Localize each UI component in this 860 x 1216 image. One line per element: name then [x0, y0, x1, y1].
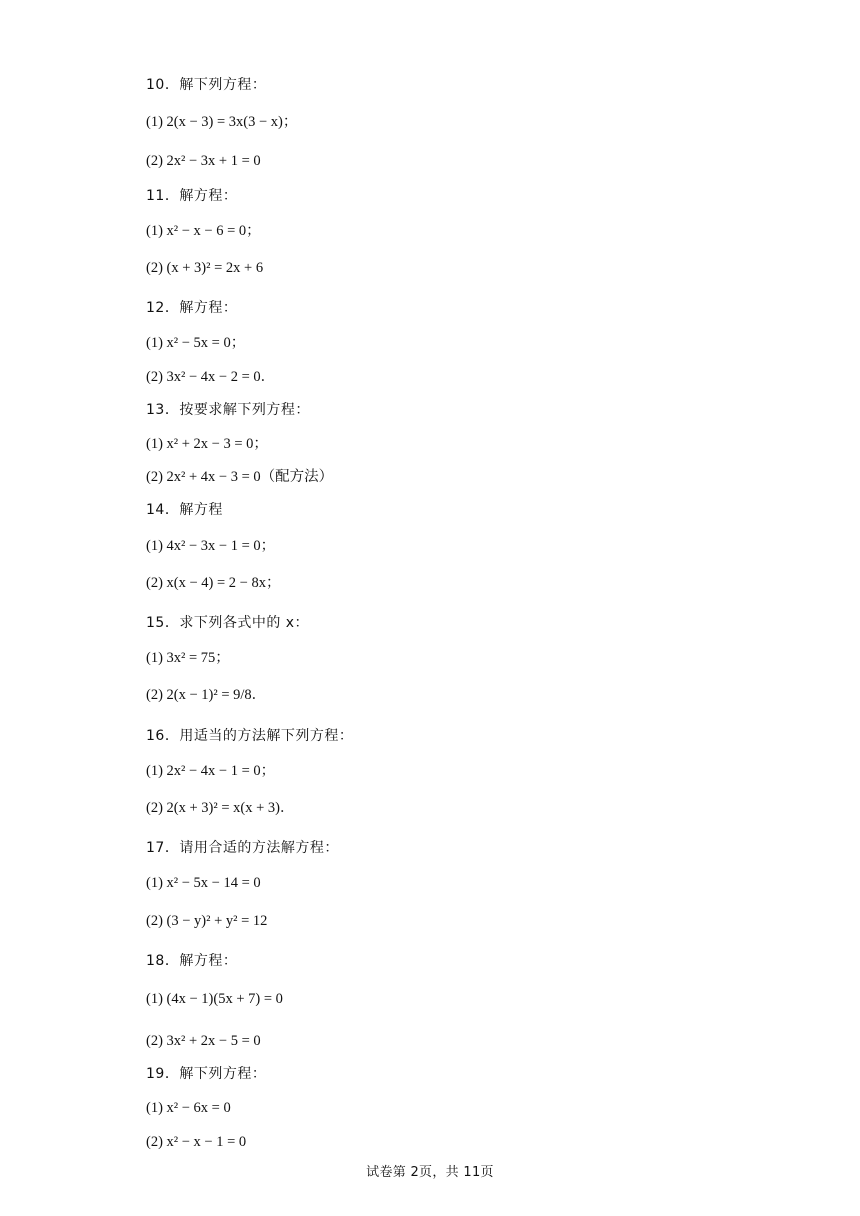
- question-15-part-2: (2) 2(x − 1)² = 9/8．: [146, 687, 267, 703]
- question-11-part-2: (2) (x + 3)² = 2x + 6: [146, 260, 264, 276]
- question-13-part-1: (1) x² + 2x − 3 = 0；: [146, 436, 268, 452]
- question-14-part-1: (1) 4x² − 3x − 1 = 0；: [146, 538, 276, 554]
- question-17-part-2: (2) (3 − y)² + y² = 12: [146, 913, 268, 929]
- question-19-title: 19．解下列方程：: [146, 1066, 267, 1082]
- question-17-title: 17．请用合适的方法解方程：: [146, 840, 339, 856]
- question-18-part-1: (1) (4x − 1)(5x + 7) = 0: [146, 991, 283, 1007]
- question-13-part-2: (2) 2x² + 4x − 3 = 0（配方法）: [146, 469, 334, 485]
- question-13-title: 13．按要求解下列方程：: [146, 402, 310, 418]
- question-10-part-1: (1) 2(x − 3) = 3x(3 − x)；: [146, 114, 298, 130]
- question-10-part-2: (2) 2x² − 3x + 1 = 0: [146, 153, 261, 169]
- question-17-part-1: (1) x² − 5x − 14 = 0: [146, 875, 261, 891]
- question-18-title: 18．解方程：: [146, 953, 238, 969]
- question-16-title: 16．用适当的方法解下列方程：: [146, 728, 354, 744]
- page-footer: 试卷第 2页，共 11页: [366, 1165, 494, 1180]
- question-15-part-1: (1) 3x² = 75；: [146, 650, 230, 666]
- question-16-part-1: (1) 2x² − 4x − 1 = 0；: [146, 763, 276, 779]
- question-14-title: 14．解方程: [146, 502, 223, 518]
- question-19-part-1: (1) x² − 6x = 0: [146, 1100, 231, 1116]
- question-16-part-2: (2) 2(x + 3)² = x(x + 3)．: [146, 800, 295, 816]
- question-11-part-1: (1) x² − x − 6 = 0；: [146, 223, 261, 239]
- question-10-title: 10．解下列方程：: [146, 77, 267, 93]
- question-12-title: 12．解方程：: [146, 300, 238, 316]
- question-19-part-2: (2) x² − x − 1 = 0: [146, 1134, 247, 1150]
- question-15-title: 15．求下列各式中的 x：: [146, 615, 310, 631]
- question-12-part-2: (2) 3x² − 4x − 2 = 0．: [146, 369, 276, 385]
- question-11-title: 11．解方程：: [146, 188, 238, 204]
- question-12-part-1: (1) x² − 5x = 0；: [146, 335, 246, 351]
- question-18-part-2: (2) 3x² + 2x − 5 = 0: [146, 1033, 261, 1049]
- question-14-part-2: (2) x(x − 4) = 2 − 8x；: [146, 575, 281, 591]
